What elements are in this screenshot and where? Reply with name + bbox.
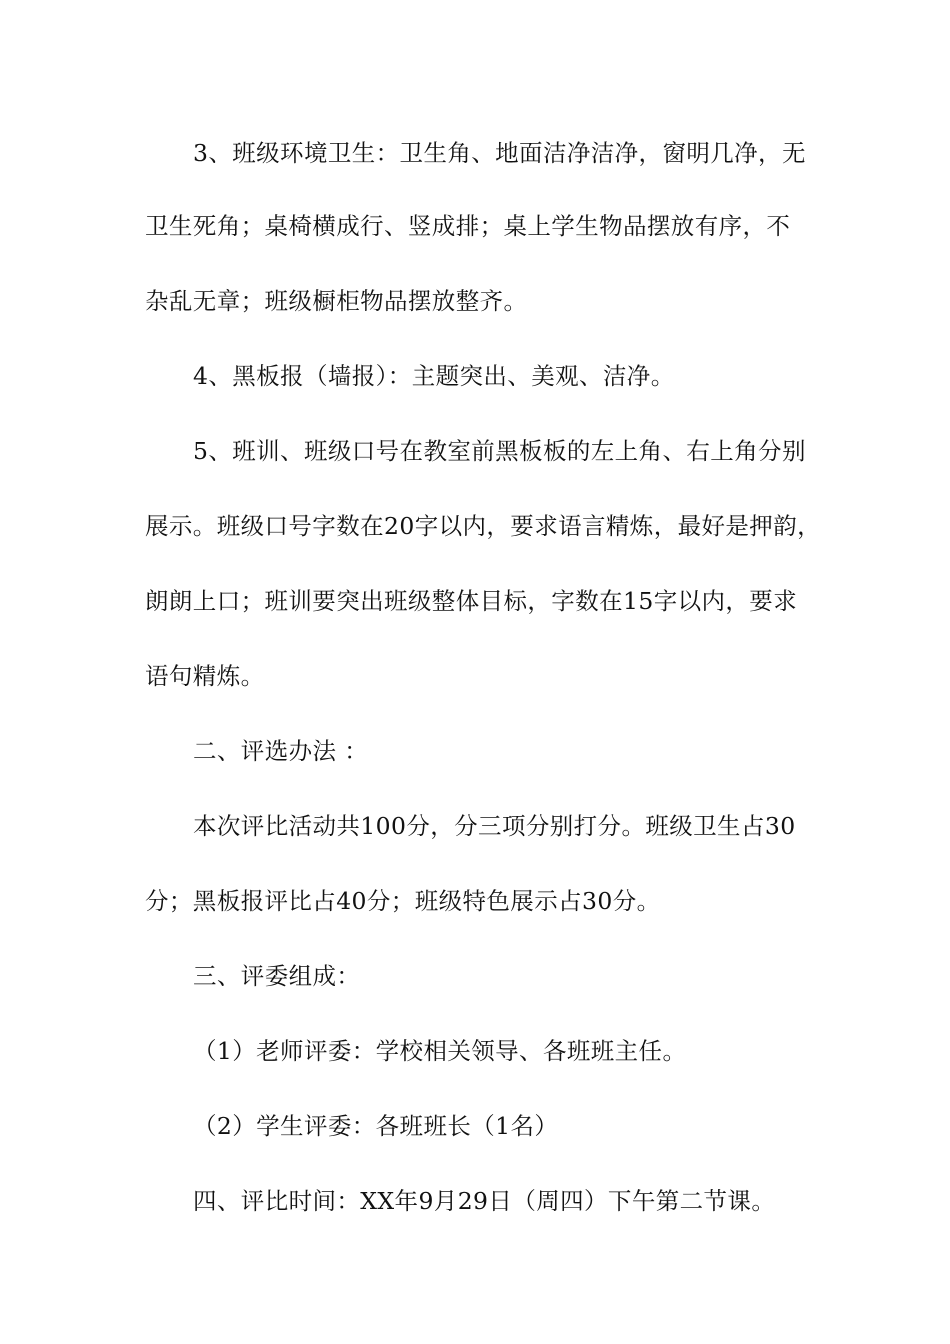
paragraph-5-line-3: 朗朗上口；班训要突出班级整体目标，字数在15字以内，要求 — [145, 587, 798, 615]
scoring-line-1: 本次评比活动共100分，分三项分别打分。班级卫生占30 — [193, 812, 796, 840]
section-4-time: 四、评比时间：XX年9月29日（周四）下午第二节课。 — [193, 1187, 776, 1215]
paragraph-3-line-1: 3、班级环境卫生：卫生角、地面洁净洁净，窗明几净，无 — [193, 139, 806, 167]
paragraph-4-line-1: 4、黑板报（墙报）：主题突出、美观、洁净。 — [193, 362, 675, 390]
paragraph-5-line-2: 展示。班级口号字数在20字以内，要求语言精炼，最好是押韵， — [145, 512, 822, 540]
section-2-heading: 二、评选办法 ： — [193, 737, 369, 765]
section-3-heading: 三、评委组成： — [193, 962, 361, 990]
paragraph-3-line-2: 卫生死角；桌椅横成行、竖成排；桌上学生物品摆放有序，不 — [145, 212, 791, 240]
paragraph-3-line-3: 杂乱无章；班级橱柜物品摆放整齐。 — [145, 287, 528, 315]
paragraph-5-line-4: 语句精炼。 — [145, 662, 265, 690]
judges-students: （2）学生评委：各班班长（1名） — [193, 1112, 559, 1140]
paragraph-5-line-1: 5、班训、班级口号在教室前黑板板的左上角、右上角分别 — [193, 437, 806, 465]
scoring-line-2: 分；黑板报评比占40分；班级特色展示占30分。 — [145, 887, 661, 915]
judges-teachers: （1）老师评委：学校相关领导、各班班主任。 — [193, 1037, 687, 1065]
